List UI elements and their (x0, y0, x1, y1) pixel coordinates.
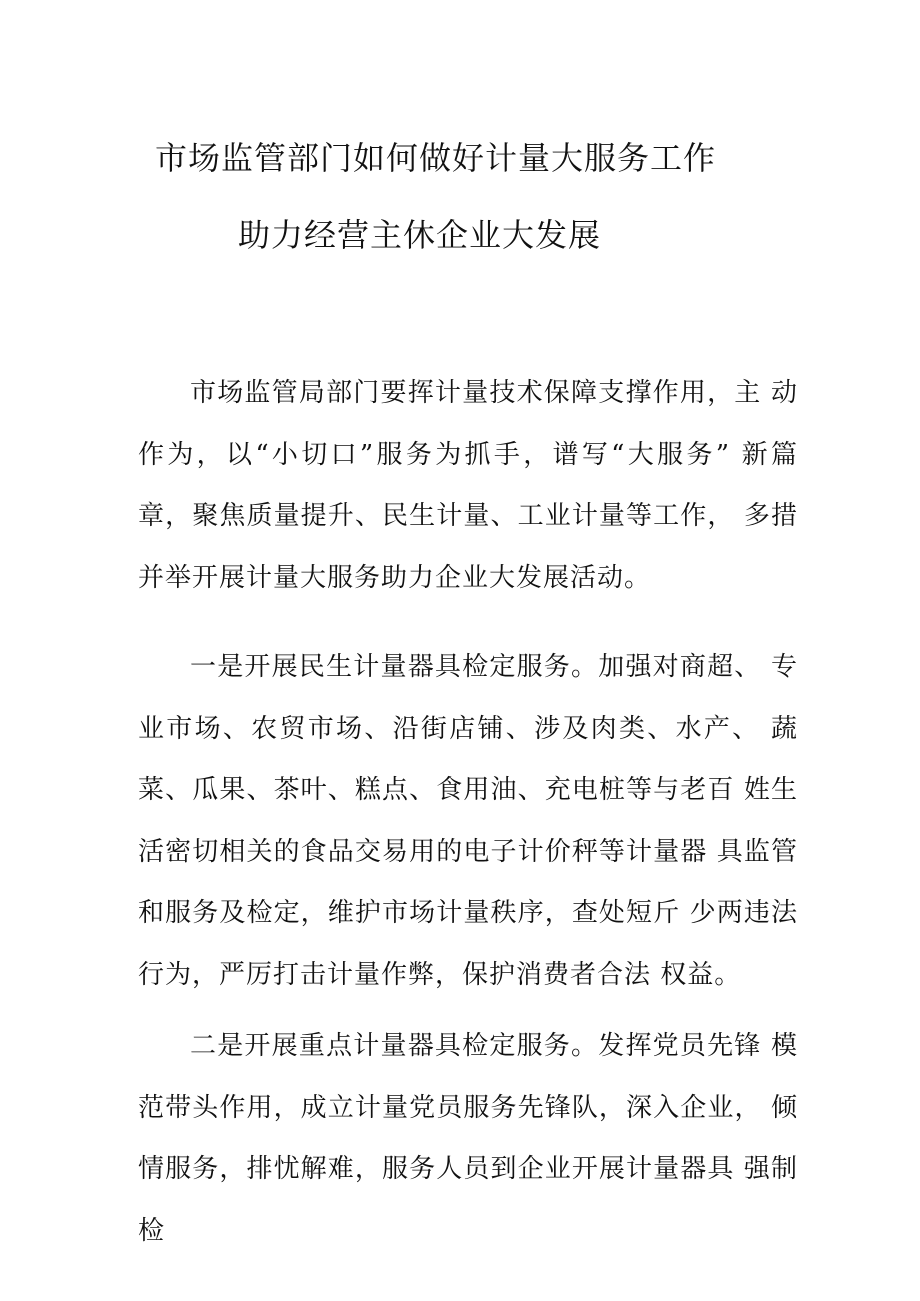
paragraph-key-metrology: 二是开展重点计量器具检定服务。发挥党员先锋 模范带头作用，成立计量党员服务先锋队，深入企业， 倾情服务，排忧解难，服务人员到企业开展计量器具 强制检 (138, 1031, 798, 1246)
document-title-line-2: 助力经营主休企业大发展 (238, 216, 602, 254)
paragraph-livelihood-metrology: 一是开展民生计量器具检定服务。加强对商超、 专业市场、农贸市场、沿街店铺、涉及肉类、水产、 蔬菜、瓜果、茶叶、糕点、食用油、充电桩等与老百 姓生活密切相关的食品交易用的电子计价秤等计量器 具监管和服务及检定，维护市场计量秩序，查处短斤 少两违法行为，严厉打击计量作弊，保护消费者合法 权益。 (138, 652, 798, 990)
paragraph-intro: 市场监管局部门要挥计量技术保障支撑作用，主 动作为，以“小切口”服务为抓手，谱写“大服务” 新篇章，聚焦质量提升、民生计量、工业计量等工作， 多措并举开展计量大服务助力企业大发展活动。 (138, 378, 798, 593)
document-title-line-1: 市场监管部门如何做好计量大服务工作 (155, 139, 717, 177)
